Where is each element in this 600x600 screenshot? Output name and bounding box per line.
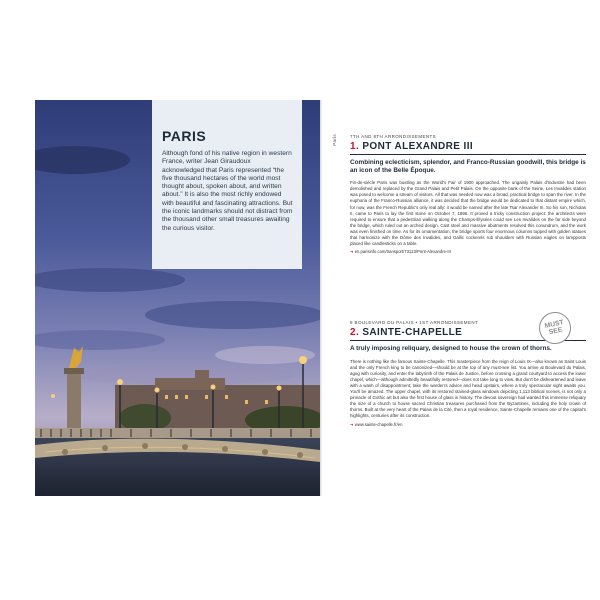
left-page — [35, 100, 320, 496]
right-page — [332, 100, 590, 496]
entry1-rule — [350, 154, 586, 155]
page-gutter — [320, 100, 322, 496]
entry1-subhead: Combining eclecticism, splendor, and Franco-Russian goodwill, this bridge is an icon of the Belle Époque. — [350, 159, 586, 174]
arrow-icon: ➔ — [350, 421, 354, 427]
entry1-kicker: 7TH AND 8TH ARRONDISSEMENTS — [350, 134, 437, 139]
entry2-body: There is nothing like the famous Sainte-Chapelle. This masterpiece from the reign of Louis IX—also known as Saint Louis and the only French king to be canonized—should be at the top of any must-see list. You arrive at Boulevard du Palais, agog with curiosity, and enter the labyrinth of the Palais de Justice, before crossing a grand courtyard to access the lower chapel, which—although admittedly beautifully restored—does not take long to view. But don't be disheartened and leave with a wash of disappointment; take the warden's advice and head upstairs, where a truly spectacular sight awaits you. You'll be amazed. The upper chapel, with its restored stained-glass windows depicting 1,113 biblical scenes, is not only a pinnacle of Gothic art but also the first house of glass in history. The devout sovereign had wanted this immense reliquary the size of a church to house sacred Christian treasures purchased from the Byzantines, including the holy crown of thorns. Built at the very heart of the Palais de la Cité, then a royal residence, Sainte-Chapelle remains one of the capital's highlights, centuries after its construction. — [350, 358, 586, 419]
must-see-text: MUST SEE — [544, 319, 565, 337]
entry1-title-text: PONT ALEXANDRE III — [362, 141, 474, 152]
entry2-link-text[interactable]: www.sainte-chapelle.fr/en — [354, 421, 403, 427]
entry1-link-text[interactable]: en.parisinfo.com/transport/73123/Pont-Alexandre-III — [354, 249, 451, 255]
side-tab: Paris — [332, 134, 337, 146]
intro-text: Although fond of his native region in western France, writer Jean Giraudoux acknowledged that Paris represented “the five thousand hectares of the world most thought about, spoken about, and written about.” It is also the most richly endowed with beautiful and fascinating attractions. But the iconic landmarks should not distract from the thousand other small treasures awaiting the curious visitor. — [162, 150, 293, 232]
entry2-number: 2. — [350, 327, 360, 338]
must-see-stamp — [536, 309, 574, 347]
entry2-subhead: A truly imposing reliquary, designed to house the crown of thorns. — [350, 345, 552, 352]
book-spread — [22, 100, 592, 496]
entry1-link[interactable] — [350, 249, 586, 254]
entry1-title — [350, 141, 586, 152]
intro-box — [152, 100, 302, 269]
entry2-kicker: 8 BOULEVARD DU PALAIS • 1ST ARRONDISSEMENT — [350, 320, 479, 325]
arrow-icon: ➔ — [350, 249, 354, 255]
entry1-body: Fin-de-siècle Paris was bustling as the World's Fair of 1900 approached. The ungainly Palais d'Industrie had been demolished and replaced by the Grand Palais and Petit Palais. On the opposite bank of the Seine, Les Invalides station was posed to welcome a stream of visitors. All that was needed now was a broad, practical bridge to span the river. In the euphoria of the Franco-Russian alliance, it was decided that the bridge would be dedicated to that distant empire which, for now, was the French Republic's only real ally: it would be named after the late Tsar Alexander III. So his son, Nicholas II, came to Paris to lay the first stone on October 7, 1896. It proved a tricky construction project: the architects were required to ensure that a pedestrian walking along the Champs-Élysées could see Les Invalides on the far side beyond the bridge, which ruled out an arched design. Cast steel and massive abutments resolved this conundrum, and the work was even finished on time. As for its ornamentation, the bridge sports four enormous columns topped with golden statues that harmonize with the Dôme des Invalides, and Gallic cockerels rub shoulders with Russian eagles on lampposts placed like candlesticks on a table. — [350, 180, 586, 247]
entry1-number: 1. — [350, 141, 360, 152]
entry2-link[interactable] — [350, 422, 586, 427]
entry-pont-alexandre — [350, 134, 586, 254]
entry-sainte-chapelle — [350, 320, 586, 427]
intro-title: PARIS — [162, 128, 207, 144]
entry2-title-text: SAINTE-CHAPELLE — [362, 327, 463, 338]
